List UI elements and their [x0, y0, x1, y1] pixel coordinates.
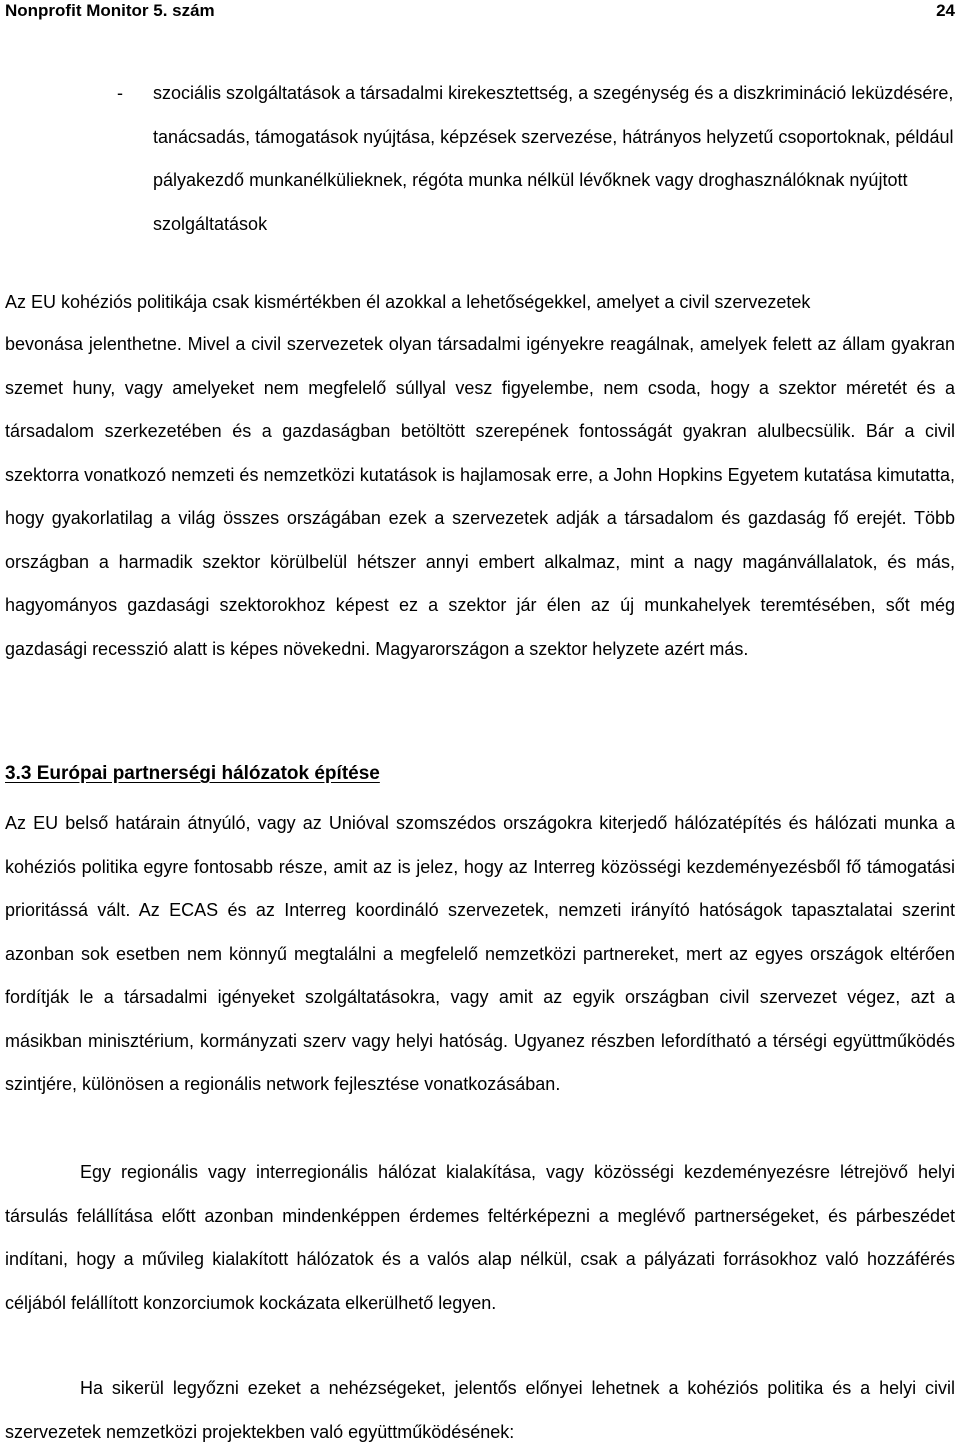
paragraph-2: bevonása jelenthetne. Mivel a civil szervezetek olyan társadalmi igényekre reagálnak, amelyek felett az állam gyakran szemet huny, vagy amelyeket nem megfelelő súllyal vesz figyelembe, nem csoda, hogy a szektor méretét és a társadalom szerkezetében és a gazdaságban betöltött szerepének fontosságát gyakran alulbecsülik. Bár a civil szektorra vonatkozó nemzeti és nemzetközi kutatások is hajlamosak erre, a John Hopkins Egyetem kutatása kimutatta, hogy gyakorlatilag a világ összes országában ezek a szervezetek adják a társadalom és gazdaság fő erejét. Több országban a harmadik szektor körülbelül hétszer annyi embert alkalmaz, mint a nagy magánvállalatok, és más, hagyományos gazdasági szektorokhoz képest ez a szektor jár élen az új munkahelyek teremtésében, sőt még gazdasági recesszió alatt is képes növekedni. Magyarországon a szektor helyzete azért más. — [5, 334, 955, 659]
paragraph-1: Az EU kohéziós politikája csak kismértékben él azokkal a lehetőségekkel, amelyet a civil szervezetek — [5, 292, 811, 312]
bullet-text: szociális szolgáltatások a társadalmi kirekesztettség, a szegénység és a diszkrimináció leküzdésére, tanácsadás, támogatások nyújtása, képzések szervezése, hátrányos helyzetű csoportoknak, például pályakezdő munkanélkülieknek, régóta munka nélkül lévőknek vagy droghasználóknak nyújtott szolgáltatások — [153, 83, 954, 234]
header-title: Nonprofit Monitor 5. szám — [5, 1, 215, 20]
section-heading: 3.3 Európai partnerségi hálózatok építése — [5, 763, 380, 784]
paragraph-5: Ha sikerül legyőzni ezeket a nehézségeket, jelentős előnyei lehetnek a kohéziós politika és a helyi civil szervezetek nemzetközi projektekben való együttműködésének: — [5, 1378, 955, 1442]
paragraph-4: Egy regionális vagy interregionális hálózat kialakítása, vagy közösségi kezdeményezésre létrejövő helyi társulás felállítása előtt azonban mindenképpen érdemes feltérképezni a meglévő partnerségeket, és párbeszédet indítani, hogy a művileg kialakított hálózatok és a valós alap nélkül, csak a pályázati forrásokhoz való hozzáférés céljából felállított konzorciumok kockázata elkerülhető legyen. — [5, 1162, 955, 1313]
paragraph-3: Az EU belső határain átnyúló, vagy az Unióval szomszédos országokra kiterjedő hálózatépítés és hálózati munka a kohéziós politika egyre fontosabb része, amit az is jelez, hogy az Interreg közösségi kezdeményezésből fő támogatási prioritássá vált. Az ECAS és az Interreg koordináló szervezetek, nemzeti irányító hatóságok tapasztalatai szerint azonban sok esetben nem könnyű megtalálni a megfelelő nemzetközi partnereket, mert az egyes országok eltérően fordítják le a társadalmi igényeket szolgáltatásokra, vagy amit az egyik országban civil szervezet végez, azt a másikban minisztérium, kormányzati szerv vagy helyi hatóság. Ugyanez részben lefordítható a térségi együttműködés szintjére, különösen a regionális network fejlesztése vonatkozásában. — [5, 813, 955, 1094]
page-header — [5, 1, 955, 25]
bullet-list-item — [5, 72, 955, 246]
bullet-marker: - — [117, 83, 123, 103]
page-number: 24 — [936, 1, 955, 20]
